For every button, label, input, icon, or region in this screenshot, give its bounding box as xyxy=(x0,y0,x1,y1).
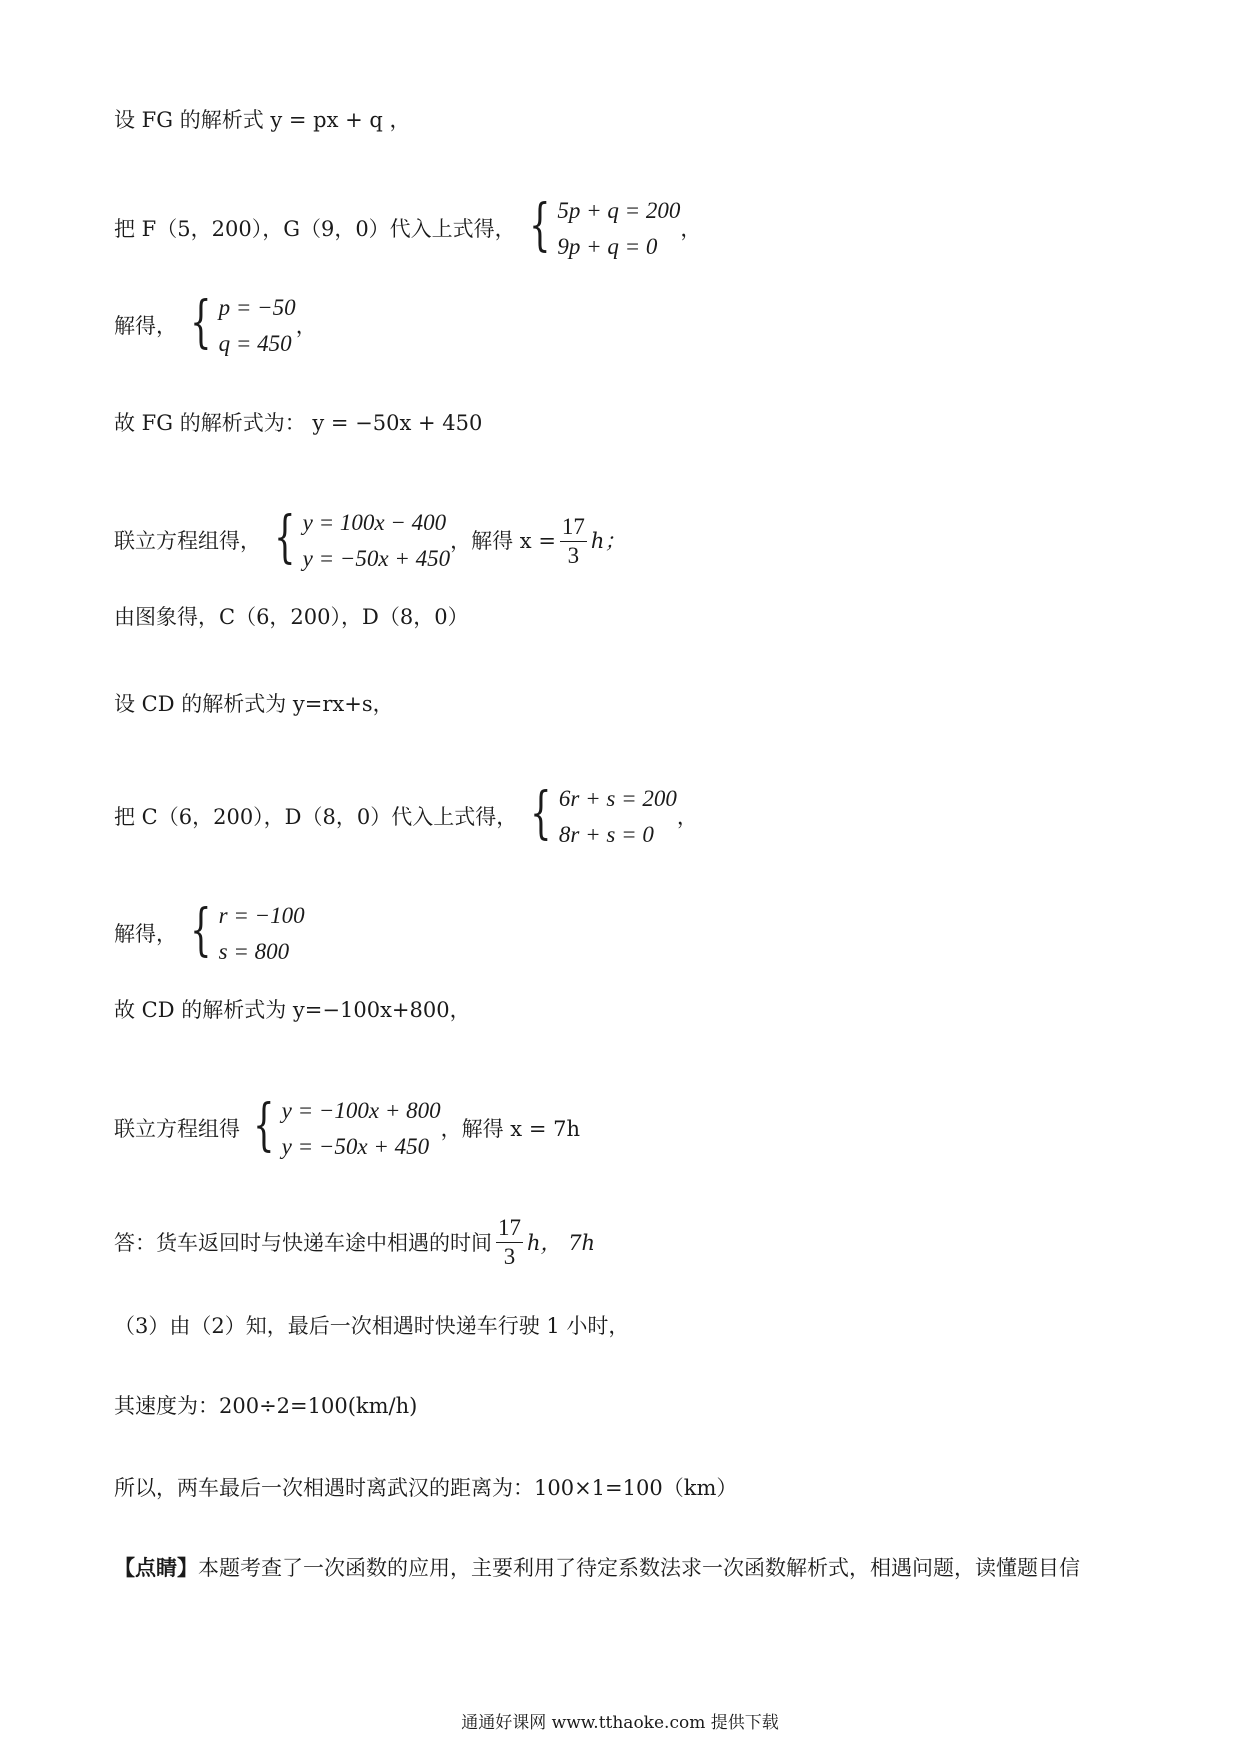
line-suffix: ， xyxy=(676,805,698,829)
brace: { xyxy=(530,781,552,846)
line-fg-setup xyxy=(114,106,411,134)
equation-row: r = −100 xyxy=(218,903,305,928)
line-text: 设 FG 的解析式 y = px + q ， xyxy=(114,108,411,132)
equation-system xyxy=(183,290,296,362)
line-prefix: 解得， xyxy=(114,314,177,338)
line-prefix: 把 C（6，200），D（8，0）代入上式得， xyxy=(114,805,518,829)
line-text: 故 CD 的解析式为 y=−100x+800， xyxy=(114,998,471,1022)
footer-text: 通通好课网 www.tthaoke.com 提供下载 xyxy=(461,1713,779,1733)
line-suffix: ，解得 x = 7h xyxy=(440,1117,580,1141)
comment-text: 本题考查了一次函数的应用，主要利用了待定系数法求一次函数解析式，相遇问题，读懂题目信 xyxy=(198,1556,1080,1580)
fraction-denominator: 3 xyxy=(503,1244,516,1269)
equation-row: s = 800 xyxy=(218,939,290,964)
equation-row: y = −100x + 800 xyxy=(281,1098,441,1123)
line-text: 故 FG 的解析式为： y = −50x + 450 xyxy=(114,411,483,435)
brace: { xyxy=(190,898,212,963)
line-fg-result xyxy=(114,409,482,437)
line-cd-substitute xyxy=(114,781,698,853)
line-prefix: 联立方程组得 xyxy=(114,1117,240,1141)
equation-system xyxy=(183,898,305,970)
comment-label: 【点睛】 xyxy=(114,1555,198,1580)
line-cd-points xyxy=(114,603,469,631)
fraction xyxy=(560,513,587,570)
brace: { xyxy=(274,505,296,570)
brace: { xyxy=(190,290,212,355)
brace: { xyxy=(253,1093,275,1158)
line-suffix: ， xyxy=(680,217,702,241)
line-text: 所以，两车最后一次相遇时离武汉的距离为：100×1=100（km） xyxy=(114,1476,738,1500)
line-system-1 xyxy=(114,505,625,577)
equation-row: y = −50x + 450 xyxy=(281,1134,430,1159)
line-prefix: 解得， xyxy=(114,922,177,946)
line-prefix: 答：货车返回时与快递车途中相遇的时间 xyxy=(114,1230,492,1255)
line-text: （3）由（2）知，最后一次相遇时快递车行驶 1 小时， xyxy=(114,1314,630,1338)
equation-row: 5p + q = 200 xyxy=(557,198,681,223)
line-suffix: ， xyxy=(295,314,317,338)
equation-row: 8r + s = 0 xyxy=(558,822,654,847)
equation-system xyxy=(267,505,450,577)
fraction xyxy=(496,1214,523,1271)
line-cd-solution xyxy=(114,898,305,970)
fraction-numerator: 17 xyxy=(560,513,587,542)
line-answer xyxy=(114,1214,595,1271)
equation-row: p = −50 xyxy=(218,295,296,320)
line-text: 由图象得，C（6，200），D（8，0） xyxy=(114,605,469,629)
equation-row: y = −50x + 450 xyxy=(302,546,451,571)
line-text: 设 CD 的解析式为 y=rx+s， xyxy=(114,692,394,716)
equation-system xyxy=(246,1093,441,1165)
line-fg-substitute xyxy=(114,193,701,265)
equation-row: 6r + s = 200 xyxy=(558,786,677,811)
equation-system xyxy=(522,193,681,265)
page-footer xyxy=(0,1708,1240,1733)
line-prefix: 把 F（5，200），G（9，0）代入上式得， xyxy=(114,217,516,241)
line-text: 其速度为：200÷2=100(km/h) xyxy=(114,1394,418,1418)
equation-row: y = 100x − 400 xyxy=(302,510,447,535)
line-system-2 xyxy=(114,1093,580,1165)
line-prefix: 联立方程组得， xyxy=(114,529,261,553)
line-middle: ，解得 x = xyxy=(450,529,556,553)
line-cd-setup xyxy=(114,690,394,718)
line-part-3 xyxy=(114,1312,629,1340)
equation-row: q = 450 xyxy=(218,331,292,356)
line-distance xyxy=(114,1474,737,1502)
equation-row: 9p + q = 0 xyxy=(557,234,658,259)
line-speed xyxy=(114,1392,417,1420)
line-comment xyxy=(114,1554,1080,1582)
line-cd-result xyxy=(114,996,471,1024)
brace: { xyxy=(528,193,551,258)
line-suffix: h， 7h xyxy=(527,1230,596,1255)
fraction-numerator: 17 xyxy=(496,1214,523,1243)
line-suffix: h； xyxy=(590,529,626,553)
equation-system xyxy=(523,781,677,853)
fraction-denominator: 3 xyxy=(567,542,580,568)
line-fg-solution xyxy=(114,290,317,362)
